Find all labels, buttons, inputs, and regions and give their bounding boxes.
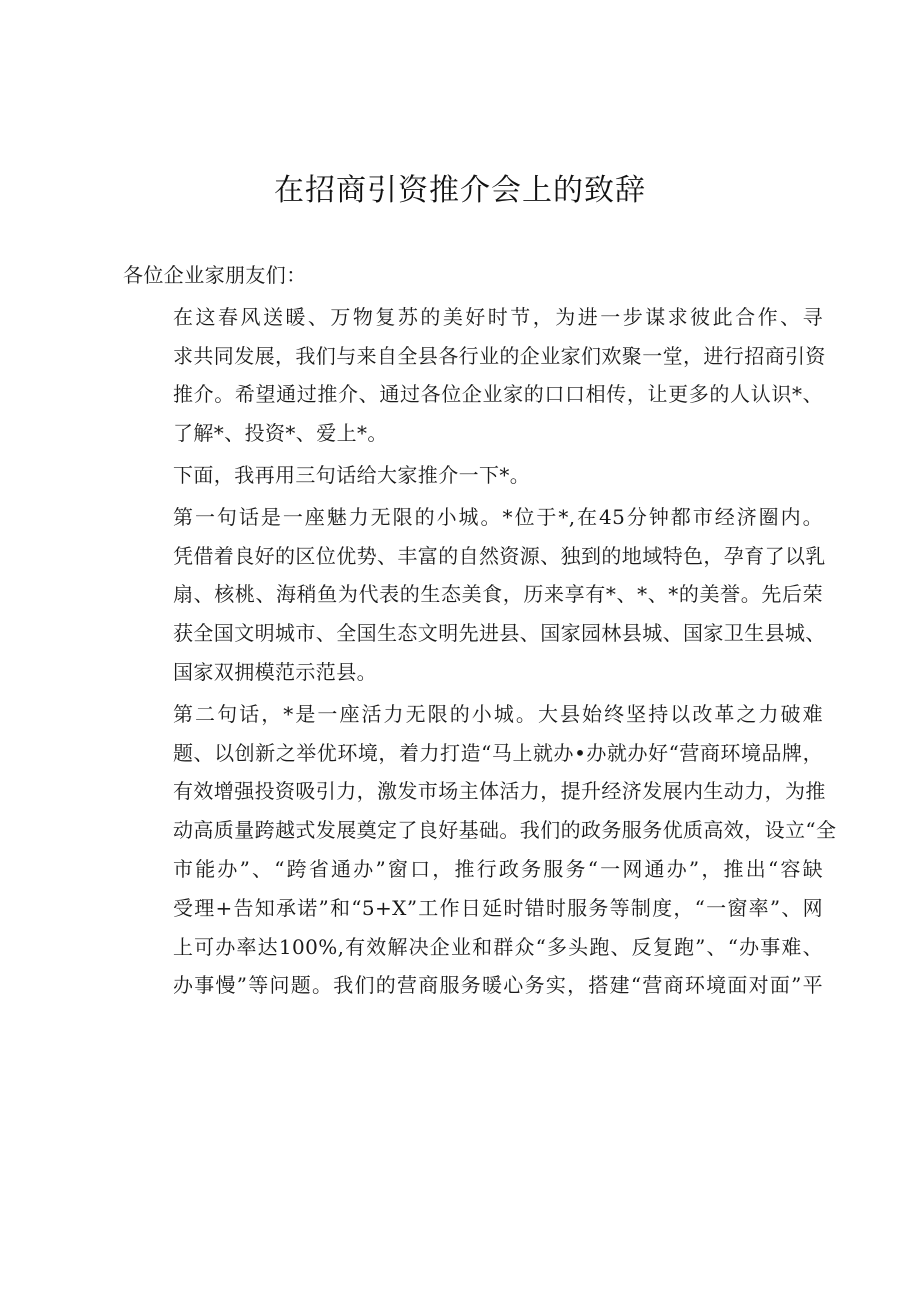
text-line: 推介。希望通过推介、通过各位企业家的口口相传，让更多的人认识*、 (173, 382, 823, 407)
text-line: 受理+告知承诺”和“5+X”工作日延时错时服务等制度，“一窗率”、网 (173, 895, 823, 920)
text-line: 在这春风送暖、万物复苏的美好时节，为进一步谋求彼此合作、寻 (173, 304, 823, 329)
paragraph-1 (123, 298, 826, 453)
paragraph-4 (123, 695, 837, 1005)
paragraph-2 (123, 456, 823, 495)
document-body (123, 256, 837, 1008)
text-line: 凭借着良好的区位优势、丰富的自然资源、独到的地域特色，孕育了以乳 (173, 543, 826, 568)
text-line: 题、以创新之举优环境，着力打造“马上就办•办就办好“营商环境品牌， (173, 740, 823, 765)
text-line: 第二句话，*是一座活力无限的小城。大县始终坚持以改革之力破难 (173, 701, 823, 726)
paragraph-3 (123, 498, 826, 692)
text-line: 有效增强投资吸引力，激发市场主体活力，提升经济发展内生动力，为推 (173, 779, 826, 804)
text-line: 动高质量跨越式发展奠定了良好基础。我们的政务服务优质高效，设立“全 (173, 818, 837, 843)
text-line: 获全国文明城市、全国生态文明先进县、国家园林县城、国家卫生县城、 (173, 621, 826, 646)
text-line: 下面，我再用三句话给大家推介一下*。 (173, 462, 531, 487)
text-line: 市能办”、“跨省通办”窗口，推行政务服务“一网通办”，推出“容缺 (173, 856, 823, 881)
text-line: 第一句话是一座魅力无限的小城。*位于*,在45分钟都市经济圈内。 (173, 504, 823, 529)
text-line: 求共同发展，我们与来自全县各行业的企业家们欢聚一堂，进行招商引资 (173, 343, 826, 368)
text-line: 办事慢”等问题。我们的营商服务暖心务实，搭建“营商环境面对面”平 (173, 973, 823, 998)
text-line: 了解*、投资*、爱上*。 (173, 421, 388, 446)
text-line: 扇、核桃、海稍鱼为代表的生态美食，历来享有*、*、*的美誉。先后荣 (173, 582, 823, 607)
text-line: 各位企业家朋友们： (123, 263, 307, 287)
document-title: 在招商引资推介会上的致辞 (274, 173, 646, 208)
salutation (123, 256, 823, 295)
text-line: 上可办率达100%,有效解决企业和群众“多头跑、反复跑”、“办事难、 (173, 934, 823, 959)
text-line: 国家双拥模范示范县。 (173, 659, 377, 684)
